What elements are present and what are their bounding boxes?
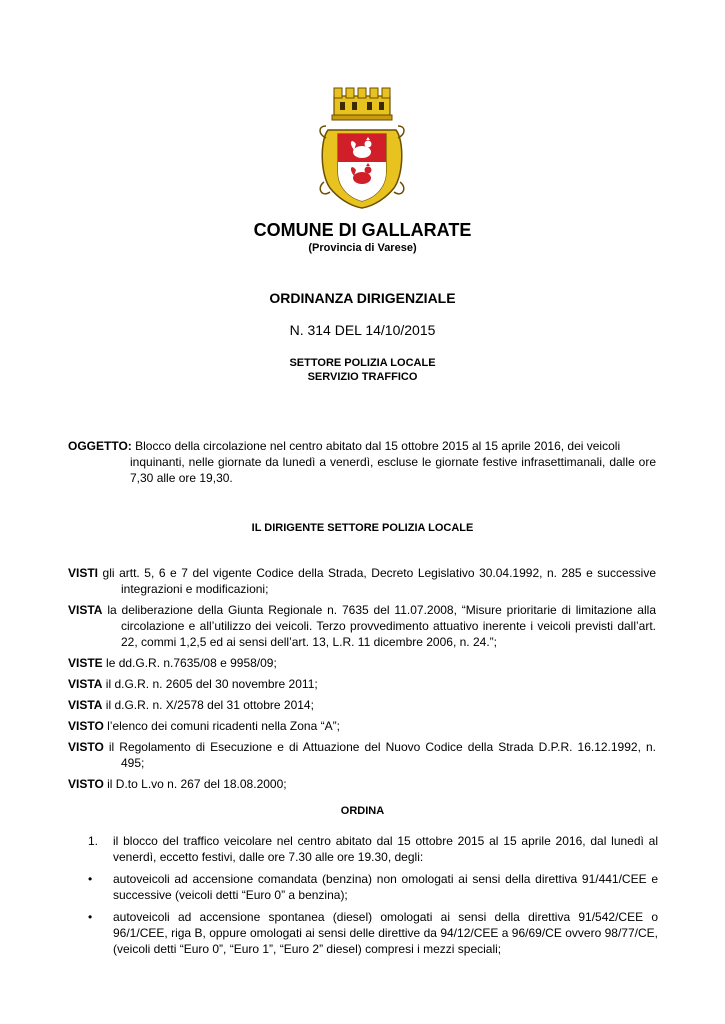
premise-item <box>68 655 656 671</box>
premise-keyword: VISTO <box>68 740 104 754</box>
order-text: autoveicoli ad accensione comandata (benzina) non omologati ai sensi della direttiva 91/441/CEE e successive (veicoli detti “Euro 0” a benzina); <box>113 872 658 902</box>
order-item <box>88 909 658 957</box>
document-type: ORDINANZA DIRIGENZIALE <box>269 290 456 306</box>
premise-text: l’elenco dei comuni ricadenti nella Zona “A”; <box>103 719 340 733</box>
premise-keyword: VISTA <box>68 677 103 691</box>
bullet-marker: • <box>88 910 93 924</box>
premise-item <box>68 602 656 650</box>
premise-item <box>68 676 656 692</box>
premise-text: gli artt. 5, 6 e 7 del vigente Codice della Strada, Decreto Legislativo 30.04.1992, n. 285 e successive integrazioni e modificazioni; <box>98 566 656 596</box>
premise-item <box>68 739 656 771</box>
premise-text: il d.G.R. n. X/2578 del 31 ottobre 2014; <box>102 698 314 712</box>
premise-keyword: VISTA <box>68 603 103 617</box>
premise-text: le dd.G.R. n.7635/08 e 9958/09; <box>102 656 277 670</box>
subject-block <box>68 438 656 486</box>
sector-block <box>0 356 725 384</box>
subject-text-continuation: inquinanti, nelle giornate da lunedì a venerdì, escluse le giornate festive infrasettimanali, dalle ore 7,30 alle ore 19,30. <box>130 455 656 485</box>
order-text: il blocco del traffico veicolare nel centro abitato dal 15 ottobre 2015 al 15 aprile 2016, dal lunedì al venerdì, eccetto festivi, dalle ore 7.30 alle ore 19.30, degli: <box>113 834 658 864</box>
list-marker: 1. <box>88 834 99 848</box>
premise-item <box>68 697 656 713</box>
province-subtitle: (Provincia di Varese) <box>308 242 417 254</box>
order-list <box>88 833 658 963</box>
premises-list <box>68 565 656 797</box>
municipal-crest-logo <box>318 82 406 212</box>
premise-text: il d.G.R. n. 2605 del 30 novembre 2011; <box>102 677 318 691</box>
premise-item <box>68 718 656 734</box>
document-number: N. 314 DEL 14/10/2015 <box>289 322 436 338</box>
premise-keyword: VISTA <box>68 698 103 712</box>
premise-item <box>68 776 656 792</box>
premise-keyword: VISTI <box>68 566 99 580</box>
premise-keyword: VISTO <box>68 777 104 791</box>
subject-text: Blocco della circolazione nel centro abitato dal 15 ottobre 2015 al 15 aprile 2016, dei veicoli <box>135 439 621 453</box>
service-name: SERVIZIO TRAFFICO <box>307 371 418 383</box>
bullet-marker: • <box>88 872 93 886</box>
authority-heading: IL DIRIGENTE SETTORE POLIZIA LOCALE <box>251 522 474 534</box>
crown-icon <box>332 88 392 120</box>
order-heading: ORDINA <box>340 805 385 817</box>
premise-text: il Regolamento di Esecuzione e di Attuazione del Nuovo Codice della Strada D.P.R. 16.12.1992, n. 495; <box>103 740 656 770</box>
order-item <box>88 833 658 865</box>
premise-keyword: VISTO <box>68 719 104 733</box>
municipality-title: COMUNE DI GALLARATE <box>253 220 472 240</box>
premise-text: il D.to L.vo n. 267 del 18.08.2000; <box>103 777 287 791</box>
premise-text: la deliberazione della Giunta Regionale n. 7635 del 11.07.2008, “Misure prioritarie di limitazione alla circolazione e all’utilizzo dei veicoli. Terzo provvedimento attuativo inerente i veicoli previsti dall’art. 22, commi 1,2,5 ed ai sensi dell’art. 13, L.R. 11 dicembre 2006, n. 24.”; <box>102 603 656 649</box>
sector-name: SETTORE POLIZIA LOCALE <box>289 357 436 369</box>
premise-item <box>68 565 656 597</box>
order-item <box>88 871 658 903</box>
premise-keyword: VISTE <box>68 656 103 670</box>
subject-label: OGGETTO: <box>68 439 132 453</box>
order-text: autoveicoli ad accensione spontanea (diesel) omologati ai sensi della direttiva 91/542/CEE o 96/1/CEE, riga B, oppure omologati ai sensi delle direttive da 94/12/CEE a 96/69/CE ovvero 98/77/CE, (veicoli detti “Euro 0”, “Euro 1”, “Euro 2” diesel) compresi i mezzi speciali; <box>113 910 658 956</box>
